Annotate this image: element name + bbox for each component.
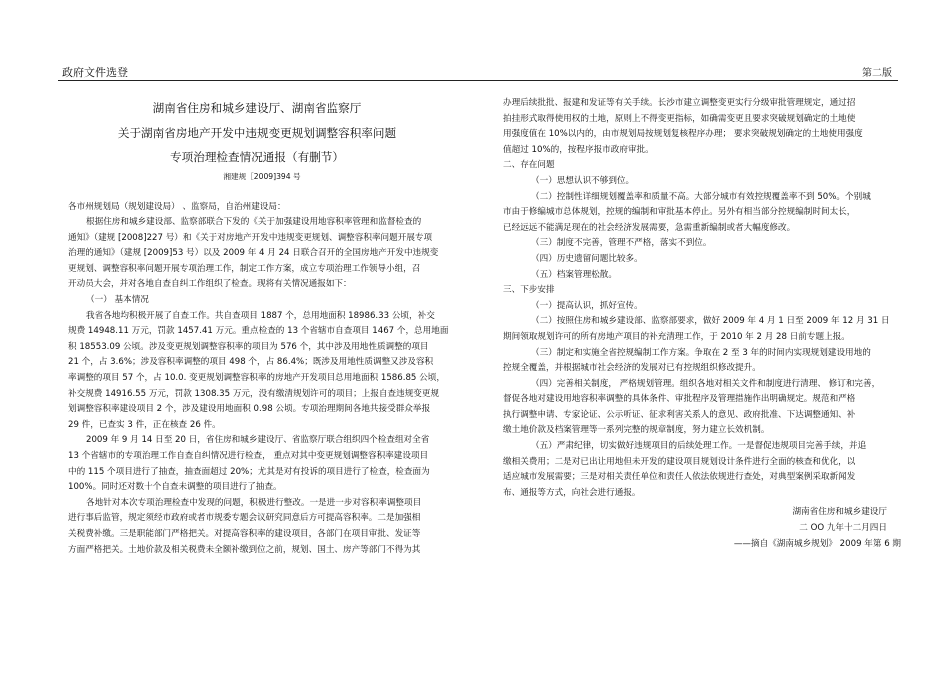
paragraph-line: 中的 115 个项目进行了抽查，抽查面超过 20%；尤其是对有投诉的项目进行了检查，检查面为: [68, 466, 430, 477]
paragraph-line: 开动员大会，并对各地自查自纠工作组织了检查。现将有关情况通报如下：: [68, 279, 352, 290]
header-publication: 政府文件选登: [62, 66, 128, 79]
subsection-item: （五）严肃纪律，切实做好违规项目的后续处理工作。一是督促违规项目完善手续，并追: [531, 441, 867, 452]
header-rule: [58, 80, 898, 81]
signature-date: 二 OO 九年十二月四日: [799, 523, 887, 534]
subsection-item: （三）制定和实施全省控规编制工作方案。争取在 2 至 3 年的时间内实现规划建设用地的: [531, 347, 871, 358]
paragraph-line: 已经远远不能满足现在的社会经济发展需要，急需重新编制或者大幅度修改。: [503, 222, 796, 233]
title-line-2: 关于湖南省房地产开发中违规变更规划调整容积率问题: [117, 125, 397, 140]
paragraph-line: 100%。同时还对数十个自查未调整的项目进行了抽查。: [68, 482, 282, 493]
paragraph-line: 缴土地价款及档案管理等一系列完整的规章制度，努力建立长效机制。: [503, 425, 770, 436]
paragraph-line: 我省各地均积极开展了自查工作。共自查项目 1887 个，总用地面积 18986.33 公顷，补交: [86, 310, 435, 321]
paragraph-line: 适应城市发展需要；三是对相关责任单位和责任人依法依规进行查处，对典型案例采取新闻发: [503, 472, 856, 483]
paragraph-line: 值超过 10%的，按程序报市政府审批。: [503, 144, 654, 155]
paragraph-line: 拍挂形式取得使用权的土地，原则上不得变更指标，如确需变更且要求突破规划确定的土地使: [503, 113, 856, 124]
subsection-item: （三）制度不完善，管理不严格，落实不到位。: [531, 238, 712, 249]
paragraph-line: 关税费补缴。三是职能部门严格把关。对提高容积率的建设项目，各部门在项目审批、发证等: [68, 528, 421, 539]
paragraph-line: 治理的通知》（建规 [2009]53 号）以及 2009 年 4 月 24 日联合召开的全国房地产开发中违规变: [68, 248, 439, 259]
paragraph-line: 补交规费 14916.55 万元，罚款 1308.35 万元，没有缴清规划许可的项目；上报自查违规变更规: [68, 388, 440, 399]
paragraph-line: 规费 14948.11 万元，罚款 1457.41 万元。重点检查的 13 个省辖市自查项目 1467 个，总用地面: [68, 326, 449, 337]
paragraph-line: 21 个，占 3.6%；涉及容积率调整的项目 498 个，占 86.4%；既涉及用地性质调整又涉及容积: [68, 357, 434, 368]
subsection-item: （五）档案管理松散。: [531, 269, 617, 280]
subsection-item: （二）控制性详细规划覆盖率和质量不高。大部分城市有效控规覆盖率不到 50%。个别城: [531, 191, 871, 202]
signature-org: 湖南省住房和城乡建设厅: [792, 507, 887, 518]
subsection-item: （四）历史遗留问题比较多。: [531, 253, 643, 264]
paragraph-line: 市由于修编城市总体规划，控规的编制和审批基本停止。另外有相当部分控规编制时间太长，: [503, 207, 856, 218]
title-line-3: 专项治理检查情况通报（有删节）: [170, 150, 344, 164]
paragraph-line: 29 件，已查实 3 件，正在核查 26 件。: [68, 419, 221, 430]
salutation: 各市州规划局（规划建设局） 、监察局，自治州建设局：: [68, 201, 286, 212]
paragraph-line: 积 18553.09 公顷。涉及变更规划调整容积率的项目为 576 个，其中涉及用地性质调整的项目: [68, 341, 429, 352]
source-citation: ——摘自《湖南城乡规划》 2009 年第 6 期: [733, 538, 901, 549]
paragraph-line: 执行调整申请、专家论证、公示听证、征求利害关系人的意见、政府批准、下达调整通知、补: [503, 409, 856, 420]
paragraph-line: 用强度值在 10%以内的，由市规划局按规划复核程序办理； 要求突破规划确定的土地使用强度: [503, 129, 863, 140]
paragraph-line: 缴相关费用；二是对已出让用地但未开发的建设项目规划设计条件进行全面的核查和优化，以: [503, 456, 856, 467]
section-heading: 三、下步安排: [503, 285, 555, 296]
paragraph-line: 办理后续批批、报建和发证等有关手续。长沙市建立调整变更实行分级审批管理规定，通过招: [503, 98, 856, 108]
paragraph-line: 率调整的项目 57 个，占 10.0. 变更规划调整容积率的房地产开发项目总用地面积 1586.85 公顷，: [68, 373, 445, 384]
paragraph-line: 方面严格把关。土地价款及相关税费未全额补缴到位之前，规划、国土、房产等部门不得为其: [68, 544, 421, 555]
paragraph-line: 期间领取规划许可的所有房地产项目的补充清理工作，于 2010 年 2 月 28 日前专题上报。: [503, 331, 850, 342]
paragraph-line: 更规划、调整容积率问题开展专项治理工作，制定工作方案，成立专项治理工作领导小组，召: [68, 263, 421, 274]
paragraph-line: 布、通报等方式，向社会进行通报。: [503, 487, 641, 498]
section-heading: （一） 基本情况: [86, 295, 149, 306]
subsection-item: （二）按照住房和城乡建设部、监察部要求，做好 2009 年 4 月 1 日至 2009 年 12 月 31 日: [531, 316, 890, 327]
subsection-item: （四）完善相关制度， 严格规划管理。组织各地对相关文件和制度进行清理、 修订和完善，: [531, 378, 881, 389]
title-line-1: 湖南省住房和城乡建设厅、湖南省监察厅: [152, 101, 362, 115]
paragraph-line: 通知》（建规 [2008]227 号）和《关于对房地产开发中违规变更规划、调整容积率问题开展专项: [68, 232, 433, 243]
paragraph-line: 督促各地对建设用地容积率调整的具体条件、审批程序及管理措施作出明确规定。规范和严格: [503, 394, 856, 405]
section-heading: 二、存在问题: [503, 160, 555, 171]
paragraph-line: 控规全覆盖，并根据城市社会经济的发展对已有控规组织修改提升。: [503, 363, 761, 374]
paragraph-line: 划调整容积率建设项目 2 个，涉及建设用地面积 0.98 公顷。专项治理期间各地共接受群众举报: [68, 404, 431, 415]
paragraph-line: 根据住房和城乡建设部、监察部联合下发的《关于加强建设用地容积率管理和监督检查的: [86, 217, 422, 228]
left-column: [68, 96, 449, 558]
header-edition: 第二版: [862, 68, 892, 79]
subsection-item: （一）提高认识，抓好宣传。: [531, 300, 643, 311]
paragraph-line: 2009 年 9 月 14 日至 20 日，省住房和城乡建设厅、省监察厅联合组织四个检查组对全省: [86, 435, 430, 446]
paragraph-line: 13 个省辖市的专项治理工作自查自纠情况进行检查， 重点对其中变更规划调整容积率建设项目: [68, 451, 429, 461]
right-column: [503, 96, 901, 552]
paragraph-line: 进行事后监管，规定须经市政府或者市规委专题会议研究同意后方可提高容积率。二是加强相: [68, 513, 421, 524]
subsection-item: （一）思想认识不够到位。: [531, 175, 635, 186]
document-number: 湘建规［2009]394 号: [223, 171, 301, 181]
paragraph-line: 各地针对本次专项治理检查中发现的问题，积极进行整改。一是进一步对容积率调整项目: [86, 497, 422, 508]
